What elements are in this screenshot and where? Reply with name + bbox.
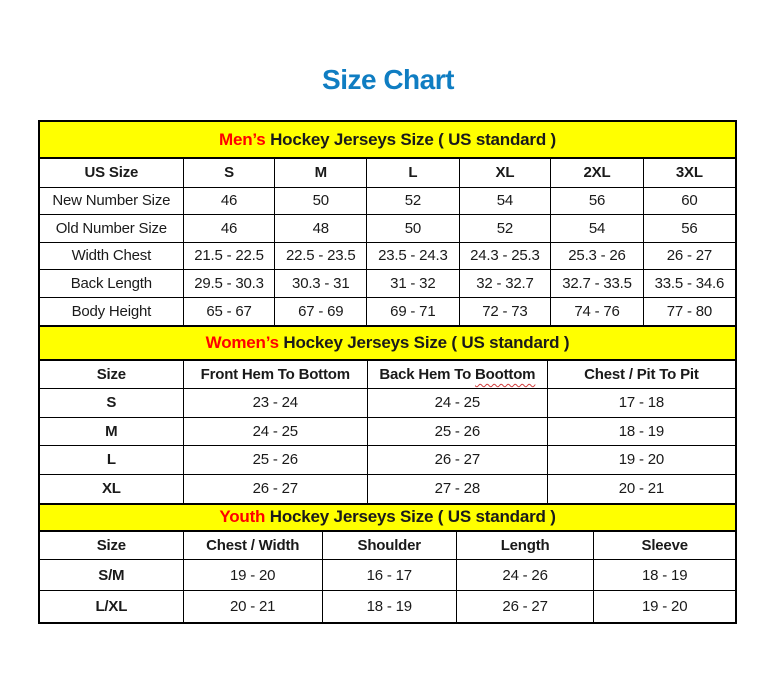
size-cell: 25.3 - 26 — [551, 242, 643, 270]
size-cell: 23.5 - 24.3 — [367, 242, 459, 270]
column-header: Front Hem To Bottom — [183, 361, 367, 389]
size-cell: 65 - 67 — [183, 297, 275, 325]
youth-size-table — [40, 532, 735, 622]
section-youth — [40, 503, 735, 622]
table-row — [40, 187, 735, 215]
youth-banner — [40, 503, 735, 532]
size-cell: 56 — [551, 187, 643, 215]
column-header: 3XL — [643, 159, 735, 187]
size-cell: 26 - 27 — [643, 242, 735, 270]
size-cell: 30.3 - 31 — [275, 270, 367, 298]
table-row — [40, 417, 735, 446]
column-header: Shoulder — [322, 532, 456, 560]
row-label: L — [40, 446, 183, 475]
header-row — [40, 159, 735, 187]
banner-text: Hockey Jerseys Size ( US standard ) — [265, 507, 556, 526]
size-cell: 19 - 20 — [547, 446, 735, 475]
header-row — [40, 532, 735, 560]
banner-highlight: Youth — [219, 507, 266, 526]
size-cell: 46 — [183, 187, 275, 215]
row-label: S — [40, 389, 183, 418]
size-cell: 31 - 32 — [367, 270, 459, 298]
size-cell: 32.7 - 33.5 — [551, 270, 643, 298]
womens-size-table — [40, 361, 735, 503]
column-header: M — [275, 159, 367, 187]
size-cell: 54 — [459, 187, 551, 215]
size-cell: 18 - 19 — [547, 417, 735, 446]
womens-banner — [40, 325, 735, 361]
size-cell: 50 — [275, 187, 367, 215]
banner-text: Hockey Jerseys Size ( US standard ) — [278, 332, 570, 352]
size-cell: 52 — [367, 187, 459, 215]
size-cell: 20 - 21 — [183, 591, 322, 622]
row-label: Width Chest — [40, 242, 183, 270]
size-cell: 19 - 20 — [594, 591, 735, 622]
size-cell: 18 - 19 — [594, 560, 735, 591]
column-header: Length — [456, 532, 594, 560]
size-cell: 25 - 26 — [183, 446, 367, 475]
size-cell: 20 - 21 — [547, 474, 735, 503]
table-row — [40, 560, 735, 591]
size-cell: 26 - 27 — [183, 474, 367, 503]
size-cell: 16 - 17 — [322, 560, 456, 591]
header-row — [40, 361, 735, 389]
table-row — [40, 474, 735, 503]
row-label: Old Number Size — [40, 215, 183, 243]
table-row — [40, 389, 735, 418]
column-header: XL — [459, 159, 551, 187]
size-cell: 25 - 26 — [367, 417, 547, 446]
size-chart — [38, 120, 737, 624]
size-cell: 52 — [459, 215, 551, 243]
size-cell: 33.5 - 34.6 — [643, 270, 735, 298]
table-row — [40, 446, 735, 475]
size-cell: 23 - 24 — [183, 389, 367, 418]
size-cell: 74 - 76 — [551, 297, 643, 325]
row-label: XL — [40, 474, 183, 503]
table-row — [40, 215, 735, 243]
row-label: M — [40, 417, 183, 446]
size-cell: 24 - 26 — [456, 560, 594, 591]
size-cell: 29.5 - 30.3 — [183, 270, 275, 298]
column-header-text: Back Hem To — [379, 365, 476, 383]
size-cell: 18 - 19 — [322, 591, 456, 622]
size-cell: 26 - 27 — [456, 591, 594, 622]
page-title: Size Chart — [322, 64, 454, 95]
column-header: L — [367, 159, 459, 187]
misspelled-word: Boottom — [475, 365, 536, 383]
banner-highlight: Men’s — [219, 129, 266, 149]
column-header — [367, 361, 547, 389]
size-cell: 21.5 - 22.5 — [183, 242, 275, 270]
size-cell: 56 — [643, 215, 735, 243]
table-row — [40, 270, 735, 298]
size-cell: 72 - 73 — [459, 297, 551, 325]
size-cell: 60 — [643, 187, 735, 215]
size-cell: 48 — [275, 215, 367, 243]
size-cell: 50 — [367, 215, 459, 243]
size-cell: 54 — [551, 215, 643, 243]
column-header: Size — [40, 361, 183, 389]
size-cell: 24 - 25 — [183, 417, 367, 446]
mens-banner — [40, 122, 735, 159]
size-cell: 77 - 80 — [643, 297, 735, 325]
column-header: Chest / Width — [183, 532, 322, 560]
size-cell: 69 - 71 — [367, 297, 459, 325]
row-label: S/M — [40, 560, 183, 591]
size-cell: 17 - 18 — [547, 389, 735, 418]
size-cell: 24 - 25 — [367, 389, 547, 418]
column-header: US Size — [40, 159, 183, 187]
size-cell: 19 - 20 — [183, 560, 322, 591]
row-label: L/XL — [40, 591, 183, 622]
table-row — [40, 242, 735, 270]
banner-text: Hockey Jerseys Size ( US standard ) — [265, 129, 556, 149]
banner-highlight: Women’s — [205, 332, 279, 352]
size-cell: 24.3 - 25.3 — [459, 242, 551, 270]
size-cell: 26 - 27 — [367, 446, 547, 475]
size-cell: 32 - 32.7 — [459, 270, 551, 298]
row-label: New Number Size — [40, 187, 183, 215]
size-cell: 46 — [183, 215, 275, 243]
size-cell: 67 - 69 — [275, 297, 367, 325]
mens-size-table — [40, 159, 735, 325]
section-mens — [40, 122, 735, 325]
size-cell: 22.5 - 23.5 — [275, 242, 367, 270]
column-header: Chest / Pit To Pit — [547, 361, 735, 389]
column-header: 2XL — [551, 159, 643, 187]
column-header: Size — [40, 532, 183, 560]
section-womens — [40, 325, 735, 503]
row-label: Back Length — [40, 270, 183, 298]
column-header: S — [183, 159, 275, 187]
table-row — [40, 297, 735, 325]
table-row — [40, 591, 735, 622]
size-cell: 27 - 28 — [367, 474, 547, 503]
row-label: Body Height — [40, 297, 183, 325]
column-header: Sleeve — [594, 532, 735, 560]
